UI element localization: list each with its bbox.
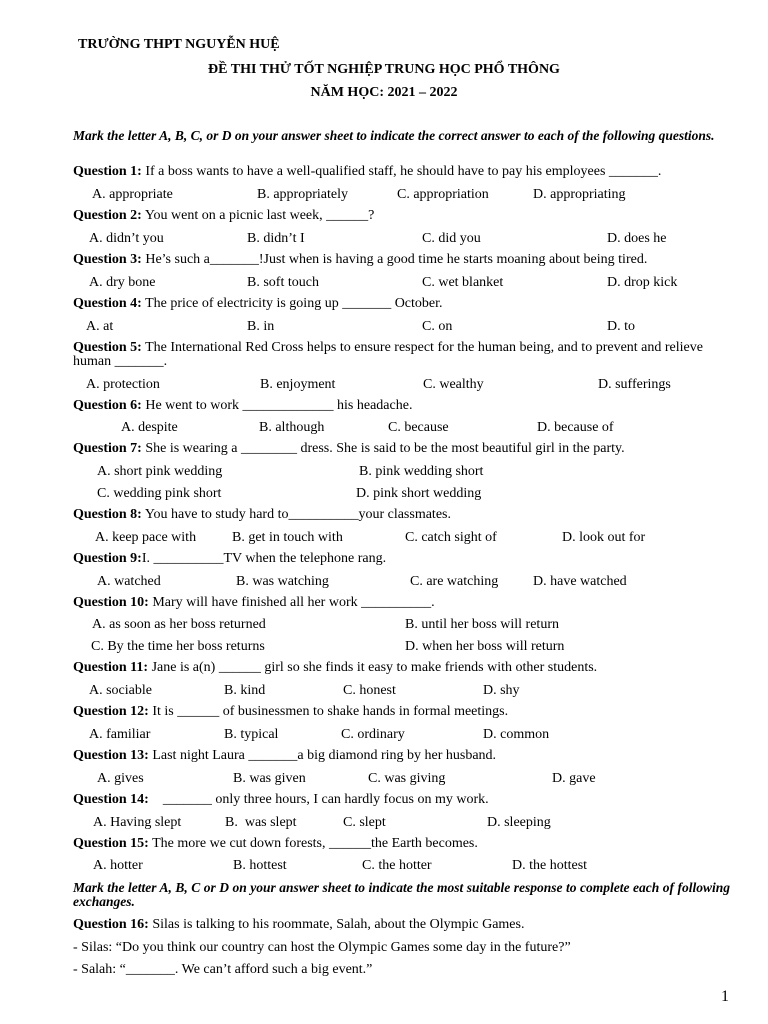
option-d[interactable]: D. drop kick [607, 275, 678, 290]
question-label: Question 6: [73, 398, 142, 413]
question-text: The International Red Cross helps to ensure respect for the human being, and to prevent and relieve human _______. [73, 340, 703, 369]
question-text: She is wearing a ________ dress. She is said to be the most beautiful girl in the party. [141, 441, 625, 456]
option-a[interactable]: A. didn’t you [89, 231, 164, 246]
question-13 [73, 749, 733, 763]
option-c[interactable]: C. honest [343, 683, 396, 698]
school-name: TRƯỜNG THPT NGUYỄN HUỆ [78, 37, 280, 52]
question-text: Last night Laura _______a big diamond ring by her husband. [148, 748, 497, 763]
option-c[interactable]: C. wedding pink short [97, 486, 222, 501]
option-c[interactable]: C. are watching [410, 574, 499, 589]
option-a[interactable]: A. familiar [89, 727, 151, 742]
option-d[interactable]: D. shy [483, 683, 520, 698]
option-b[interactable]: B. didn’t I [247, 231, 305, 246]
option-c[interactable]: C. slept [343, 815, 386, 830]
question-label: Question 15: [73, 836, 149, 851]
option-d[interactable]: D. does he [607, 231, 667, 246]
option-a[interactable]: A. Having slept [93, 815, 182, 830]
instruction-1: Mark the letter A, B, C, or D on your answer sheet to indicate the correct answer to each of the following questions. [73, 128, 715, 143]
option-a[interactable]: A. at [86, 319, 114, 334]
option-a[interactable]: A. sociable [89, 683, 152, 698]
question-11 [73, 661, 733, 675]
option-b[interactable]: B. enjoyment [260, 377, 336, 392]
option-b[interactable]: B. was watching [236, 574, 329, 589]
question-10 [73, 596, 733, 610]
option-b[interactable]: B. hottest [233, 858, 287, 873]
option-d[interactable]: D. the hottest [512, 858, 588, 873]
question-2 [73, 209, 733, 223]
option-a[interactable]: A. watched [97, 574, 161, 589]
school-year: NĂM HỌC: 2021 – 2022 [310, 85, 458, 100]
option-d[interactable]: D. sufferings [598, 377, 671, 392]
option-d[interactable]: D. when her boss will return [405, 639, 565, 654]
question-label: Question 12: [73, 704, 149, 719]
option-c[interactable]: C. was giving [368, 771, 446, 786]
question-label: Question 4: [73, 296, 142, 311]
question-label: Question 9: [73, 551, 142, 566]
question-5 [73, 341, 730, 369]
dialogue-line-silas: - Silas: “Do you think our country can host the Olympic Games some day in the future?” [73, 940, 571, 955]
question-label: Question 1: [73, 164, 142, 179]
option-d[interactable]: D. common [483, 727, 550, 742]
option-d[interactable]: D. have watched [533, 574, 627, 589]
question-text: I. __________TV when the telephone rang. [141, 551, 387, 566]
question-label: Question 10: [73, 595, 149, 610]
question-label: Question 7: [73, 441, 142, 456]
option-d[interactable]: D. appropriating [533, 187, 626, 202]
question-label: Question 2: [73, 208, 142, 223]
question-text: It is ______ of businessmen to shake hands in formal meetings. [148, 704, 509, 719]
option-a[interactable]: A. keep pace with [95, 530, 197, 545]
option-b[interactable]: B. pink wedding short [359, 464, 484, 479]
option-a[interactable]: A. appropriate [92, 187, 173, 202]
option-c[interactable]: C. the hotter [362, 858, 432, 873]
option-c[interactable]: C. on [422, 319, 453, 334]
option-a[interactable]: A. short pink wedding [97, 464, 223, 479]
instruction-2: Mark the letter A, B, C or D on your answer sheet to indicate the most suitable response to complete each of following exchanges. [73, 880, 730, 909]
question-label: Question 11: [73, 660, 149, 675]
question-12 [73, 705, 733, 719]
question-text: You went on a picnic last week, ______? [141, 208, 375, 223]
question-text: Mary will have finished all her work __________. [148, 595, 435, 610]
question-7 [73, 442, 733, 456]
question-text: He’s such a_______!Just when is having a good time he starts moaning about being tired. [141, 252, 648, 267]
option-b[interactable]: B. typical [224, 727, 279, 742]
option-c[interactable]: C. By the time her boss returns [91, 639, 265, 654]
option-a[interactable]: A. dry bone [89, 275, 156, 290]
option-c[interactable]: C. wet blanket [422, 275, 504, 290]
option-d[interactable]: D. look out for [562, 530, 646, 545]
question-text: _______ only three hours, I can hardly focus on my work. [148, 792, 489, 807]
question-1 [73, 165, 733, 179]
option-b[interactable]: B. kind [224, 683, 266, 698]
option-b[interactable]: B. soft touch [247, 275, 319, 290]
option-b[interactable]: B. in [247, 319, 275, 334]
option-c[interactable]: C. wealthy [423, 377, 484, 392]
question-text: Jane is a(n) ______ girl so she finds it easy to make friends with other students. [148, 660, 598, 675]
question-14 [73, 793, 733, 807]
option-c[interactable]: C. because [388, 420, 449, 435]
option-c[interactable]: C. ordinary [341, 727, 405, 742]
question-6 [73, 399, 733, 413]
question-text: You have to study hard to__________your classmates. [141, 507, 451, 522]
question-label: Question 14: [73, 792, 149, 807]
option-b[interactable]: B. was slept [225, 815, 297, 830]
option-b[interactable]: B. was given [233, 771, 306, 786]
option-b[interactable]: B. appropriately [257, 187, 348, 202]
option-a[interactable]: A. hotter [93, 858, 143, 873]
question-label: Question 8: [73, 507, 142, 522]
option-c[interactable]: C. appropriation [397, 187, 489, 202]
option-b[interactable]: B. get in touch with [232, 530, 343, 545]
option-d[interactable]: D. sleeping [487, 815, 551, 830]
question-text: The more we cut down forests, ______the Earth becomes. [148, 836, 478, 851]
option-a[interactable]: A. protection [86, 377, 160, 392]
question-label: Question 16: [73, 917, 149, 932]
option-a[interactable]: A. despite [121, 420, 178, 435]
question-text: The price of electricity is going up _______ October. [141, 296, 443, 311]
question-3 [73, 253, 733, 267]
question-16 [73, 918, 733, 932]
option-d[interactable]: D. to [607, 319, 635, 334]
question-8 [73, 508, 733, 522]
option-d[interactable]: D. because of [537, 420, 614, 435]
dialogue-line-salah: - Salah: “_______. We can’t afford such a big event.” [73, 962, 373, 977]
question-15 [73, 837, 733, 851]
option-c[interactable]: C. catch sight of [405, 530, 497, 545]
question-label: Question 13: [73, 748, 149, 763]
page-number: 1 [721, 988, 729, 1005]
question-9 [73, 552, 733, 566]
option-b[interactable]: B. until her boss will return [405, 617, 559, 632]
option-d[interactable]: D. pink short wedding [356, 486, 482, 501]
question-text: He went to work _____________ his headache. [141, 398, 413, 413]
option-a[interactable]: A. as soon as her boss returned [92, 617, 266, 632]
question-label: Question 5: [73, 340, 142, 355]
option-a[interactable]: A. gives [97, 771, 144, 786]
question-text: Silas is talking to his roommate, Salah, about the Olympic Games. [148, 917, 525, 932]
question-4 [73, 297, 733, 311]
option-b[interactable]: B. although [259, 420, 325, 435]
option-d[interactable]: D. gave [552, 771, 596, 786]
option-c[interactable]: C. did you [422, 231, 481, 246]
question-text: If a boss wants to have a well-qualified staff, he should have to pay his employees _______. [141, 164, 662, 179]
question-label: Question 3: [73, 252, 142, 267]
exam-title: ĐỀ THI THỬ TỐT NGHIỆP TRUNG HỌC PHỔ THÔNG [208, 62, 560, 77]
